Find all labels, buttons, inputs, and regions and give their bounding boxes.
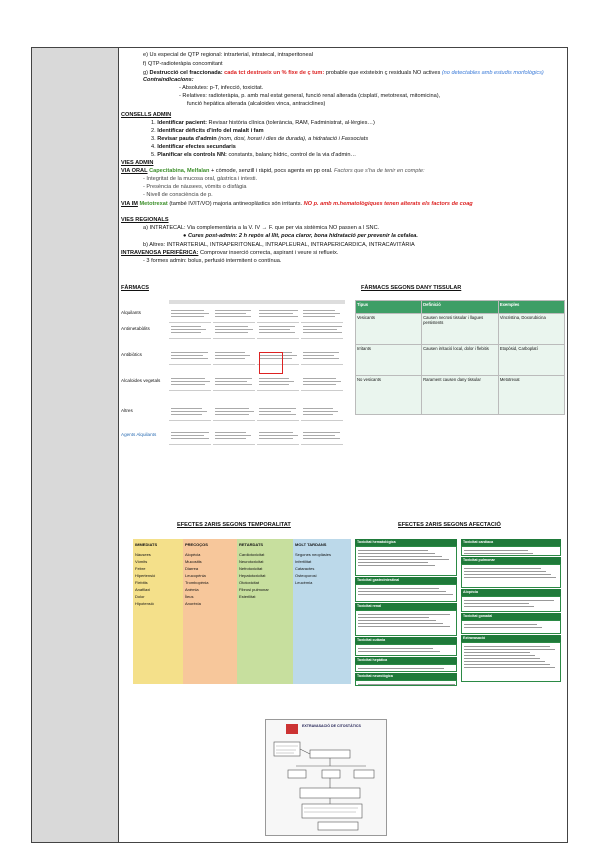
temporal-item: Trombopènia <box>185 580 209 585</box>
oral-factor-item: - Presència de nàusees, vòmits o disfàgia <box>143 184 247 190</box>
afectacio-right-body <box>461 642 561 682</box>
dany-cell: No vesicants <box>356 376 422 415</box>
dany-cell: Etopòsid, Carboplatí <box>498 345 564 376</box>
vies-title: VIES ADMIN <box>121 160 154 166</box>
temporal-column <box>237 539 293 684</box>
contra-relatives: - Relatives: radioteràpia, p. amb mal estat general, funció renal alterada (cisplatí, metotrexat, mitomicina), <box>179 93 441 99</box>
consell-item: 4. Identificar efectes secundaris <box>151 144 236 150</box>
afectacio-left-body <box>355 546 457 576</box>
afectacio-left-body <box>355 644 457 656</box>
extravasacio-flowchart <box>265 719 387 836</box>
farmacs-cell <box>301 430 343 445</box>
afectacio-left-header: Toxicitat renal <box>355 603 457 610</box>
temporal-item: Vòmits <box>135 559 148 564</box>
farmacs-cell <box>301 350 343 365</box>
afectacio-right-body <box>461 620 561 634</box>
afectacio-left-body <box>355 680 457 686</box>
dany-cell: Vincristina, Doxorubicina <box>498 314 564 345</box>
temporal-item: Hipertensió <box>135 573 156 578</box>
farmacs-cell <box>169 324 211 339</box>
temporal-header: PRECOÇOS <box>185 542 208 547</box>
consell-item: 3. Revisar pauta d'admin (nom, dosi, horari i dies de durada), a hidratació i Fassociats <box>151 136 369 142</box>
temporal-item: Neurotoxicitat <box>239 559 264 564</box>
dany-row <box>356 345 565 376</box>
farmacs-cell <box>213 376 255 391</box>
page-content <box>121 52 565 840</box>
farmacs-cell <box>301 406 343 421</box>
temporal-grid <box>133 539 351 684</box>
farmacs-cell <box>301 324 343 339</box>
temporal-title: EFECTES 2ARIS SEGONS TEMPORALITAT <box>177 522 291 528</box>
left-margin-column <box>32 48 119 842</box>
temporal-item: Ototoxicitat <box>239 580 260 585</box>
farmacs-cell <box>257 406 299 421</box>
consell-item: 1. Identificar pacient: Revisar història clínica (tolerància, RAM, Fadministrat, al·lèrgies…) <box>151 120 375 126</box>
afectacio-left-body <box>355 610 457 636</box>
temporal-item: Hipotensió <box>135 601 154 606</box>
dany-cell: Metotrexat <box>498 376 564 415</box>
temporal-column <box>293 539 351 684</box>
farmacs-row-label: Antibiòtics <box>121 352 142 357</box>
afectacio-left <box>355 539 457 699</box>
temporal-item: Anèmia <box>185 587 199 592</box>
dany-header-cell: Exemples <box>498 301 564 314</box>
afectacio-right <box>461 539 561 689</box>
temporal-header: IMMEDIATS <box>135 542 158 547</box>
farmacs-cell <box>169 406 211 421</box>
afectacio-left-body <box>355 584 457 602</box>
temporal-item: Segones neoplàsies <box>295 552 332 557</box>
flow-lines <box>266 720 386 835</box>
farmacs-row-label: Altres <box>121 408 133 413</box>
temporal-item: Febre <box>135 566 146 571</box>
farmacs-cell <box>169 350 211 365</box>
dany-title: FÀRMACS SEGONS DANY TISSULAR <box>361 285 462 291</box>
dany-header-row <box>356 301 565 314</box>
oral-factor-item: - Nivell de consciència de p. <box>143 192 213 198</box>
temporal-column <box>183 539 237 684</box>
temporal-header: MOLT TARDANS <box>295 542 327 547</box>
temporal-item: Anafilaxi <box>135 587 151 592</box>
afectacio-left-header: Toxicitat cutània <box>355 637 457 644</box>
afectacio-right-header: Extravasació <box>461 635 561 642</box>
temporal-item: Anorèxia <box>185 601 201 606</box>
farmacs-row-label: Antimetabòlits <box>121 326 150 331</box>
farmacs-row-label: Alquilants <box>121 310 141 315</box>
temporal-item: Fibrosi pulmonar <box>239 587 269 592</box>
afectacio-right-header: Toxicitat pulmonar <box>461 557 561 564</box>
temporal-item: Nefrotoxicitat <box>239 566 263 571</box>
document-page <box>31 47 568 843</box>
temporal-item: Infertilitat <box>295 559 312 564</box>
temporal-header: RETARDATS <box>239 542 264 547</box>
temporal-item: Osteoporosi <box>295 573 317 578</box>
contra-relatives-cont: funció hepàtica alterada (alcaloides vinca, antraciclines) <box>187 101 326 107</box>
regional-a-cures: ● Cures post-admin: 2 h repòs al llit, poca claror, bona hidratació per prevenir la cefalea. <box>183 233 418 239</box>
dany-table <box>355 300 565 415</box>
farmacs-cell <box>213 406 255 421</box>
farmacs-cell <box>169 430 211 445</box>
dany-row <box>356 314 565 345</box>
oral-factor-item: - Integritat de la mucosa oral, gàstrica i intesti. <box>143 176 258 182</box>
farmacs-cell <box>213 308 255 323</box>
afectacio-left-header: Toxicitat neurològica <box>355 673 457 680</box>
farmacs-cell <box>213 430 255 445</box>
farmacs-row-label: Agents Alquilants <box>121 432 157 437</box>
dany-cell: Rarament causen dany tissular <box>422 376 499 415</box>
farmacs-cell <box>257 376 299 391</box>
temporal-item: Leucèmia <box>295 580 313 585</box>
farmacs-cell <box>169 376 211 391</box>
farmacs-cell <box>301 376 343 391</box>
consells-title: CONSELLS ADMIN <box>121 112 172 118</box>
dany-cell: Vesicants <box>356 314 422 345</box>
consell-item: 2. Identificar dèficits d'info del malalt i fam <box>151 128 264 134</box>
afectacio-right-body <box>461 546 561 556</box>
dany-row <box>356 376 565 415</box>
temporal-item: Hepatotoxicitat <box>239 573 266 578</box>
iv-periferica-formes: - 3 formes admin: bolus, perfusió intermitent o contínua. <box>143 258 282 264</box>
dany-cell: Causen irritació local, dolor i flebitis <box>422 345 499 376</box>
afectacio-left-header: Toxicitat hematològica <box>355 539 457 546</box>
afectacio-right-header: Toxicitat cardíaca <box>461 539 561 546</box>
temporal-item: Diarrea <box>185 566 199 571</box>
temporal-item: Cardiotoxicitat <box>239 552 265 557</box>
consell-item: 5. Planificar els controls NN: constants, balanç hídric, control de la via d'admin… <box>151 152 357 158</box>
temporal-item: Mucositis <box>185 559 202 564</box>
temporal-column <box>133 539 183 684</box>
temporal-item: Alopècia <box>185 552 201 557</box>
temporal-item: Cataractes <box>295 566 315 571</box>
flow-title: EXTRAVASACIÓ DE CITOSTÀTICS <box>302 724 361 728</box>
dany-header-cell: Definició <box>422 301 499 314</box>
temporal-item: Dolor <box>135 594 145 599</box>
afectacio-right-body <box>461 596 561 612</box>
item-e: e) Ús especial de QTP regional: intrarterial, intratecal, intraperitoneal <box>143 52 313 58</box>
farmacs-title: FÀRMACS <box>121 285 149 291</box>
farmacs-cell <box>213 350 255 365</box>
farmacs-cell <box>257 430 299 445</box>
farmacs-header-row <box>169 300 345 304</box>
afectacio-right-header: Alopècia <box>461 589 561 596</box>
dany-cell: Irritants <box>356 345 422 376</box>
item-f: f) QTP-radioteràpia concomitant <box>143 61 223 67</box>
regional-a: a) INTRATECAL: Via complementària a la V. IV → F. que per via sistèmica NO passen a l SNC. <box>143 225 380 231</box>
afectacio-left-body <box>355 664 457 672</box>
iv-periferica: INTRAVENOSA PERIFÈRICA: Comprovar inserció correcta, aspirant i veure si reflueix. <box>121 250 339 256</box>
afectacio-right-body <box>461 564 561 588</box>
afectacio-left-header: Toxicitat hepàtica <box>355 657 457 664</box>
temporal-item: Esterilitat <box>239 594 256 599</box>
temporal-item: Flebitis <box>135 580 148 585</box>
via-im: VIA IM Metotrexat (també IV/IT/VO) majoria antineoplàstics són irritants. NO p. amb m.hematològiques tenen alterats els factors de coag <box>121 201 473 207</box>
afectacio-title: EFECTES 2ARIS SEGONS AFECTACIÓ <box>398 522 501 528</box>
farmacs-table <box>121 300 345 450</box>
regional-b: b) Altres: INTRARTERIAL, INTRAPERITONEAL, INTRAPLEURAL, INTRAPERICARDICA, INTRACAVITÀRIA <box>143 242 415 248</box>
farmacs-highlight <box>259 352 283 374</box>
temporal-item: Íleus <box>185 594 194 599</box>
farmacs-cell <box>301 308 343 323</box>
dany-cell: Causen necrosi tissular i llagues persistents <box>422 314 499 345</box>
farmacs-cell <box>257 324 299 339</box>
item-g: g) Destrucció cel fraccionada: cada tct destrueix un % fixe de ç tum: probable que existeixin ç residuals NO actives (no detectables amb estudis morfològics) Contraindicacions: <box>143 70 544 83</box>
temporal-item: Leucopènia <box>185 573 206 578</box>
vies-regionals-title: VIES REGIONALS <box>121 217 169 223</box>
afectacio-right-header: Toxicitat gonadal <box>461 613 561 620</box>
afectacio-left-header: Toxicitat gastrointestinal <box>355 577 457 584</box>
farmacs-cell <box>257 308 299 323</box>
dany-header-cell: Tipus <box>356 301 422 314</box>
farmacs-cell <box>169 308 211 323</box>
via-oral: VIA ORAL Capecitabina, Melfalan + còmode, senzill i ràpid, pocs agents en pp oral. Factors que s'ha de tenir en compte: <box>121 168 425 174</box>
farmacs-row-label: Alcaloides vegetals <box>121 378 161 383</box>
farmacs-cell <box>213 324 255 339</box>
contra-absolutes: - Absolutes: p-T, infecció, toxicitat. <box>179 85 264 91</box>
temporal-item: Nàusees <box>135 552 151 557</box>
